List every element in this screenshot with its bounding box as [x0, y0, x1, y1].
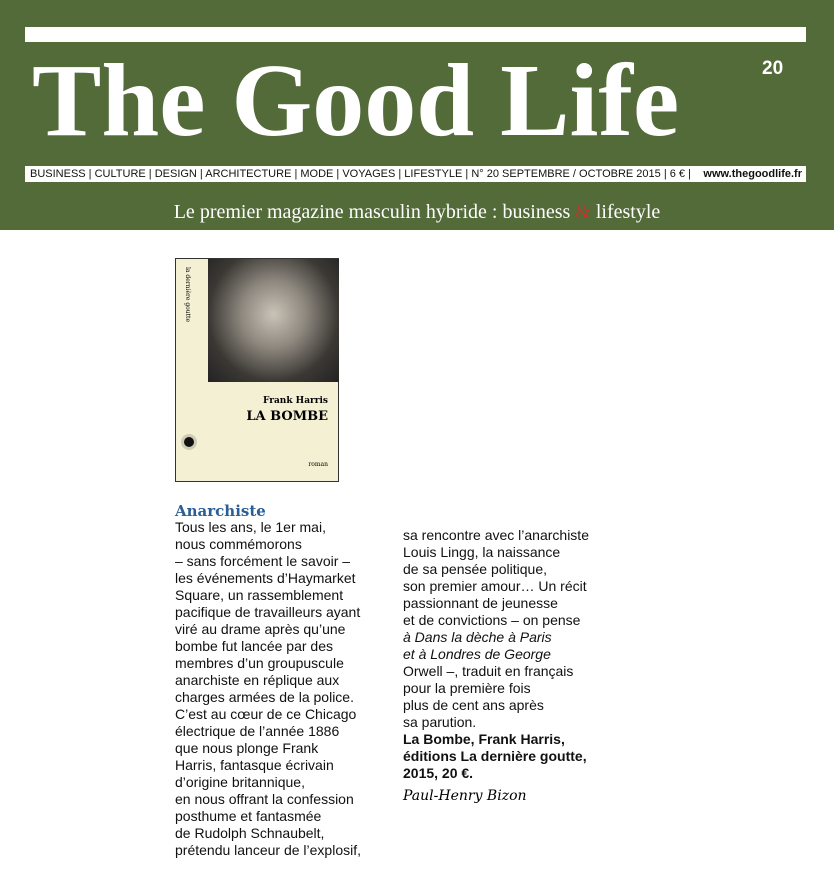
- article-line: que nous plonge Frank: [175, 740, 319, 756]
- article-line: son premier amour… Un récit: [403, 578, 587, 594]
- article-line: C’est au cœur de ce Chicago: [175, 706, 357, 722]
- article-column-2: [403, 527, 589, 782]
- article-line: les événements d’Haymarket: [175, 570, 356, 586]
- article-line: sa rencontre avec l’anarchiste: [403, 527, 589, 543]
- tagline-ampersand: &: [575, 201, 591, 223]
- cover-photo: [208, 259, 339, 382]
- magazine-title: The Good Life: [32, 43, 680, 158]
- book-reference: éditions La dernière goutte,: [403, 748, 587, 764]
- article-line: posthume et fantasmée: [175, 808, 322, 824]
- bomb-icon: [184, 437, 194, 447]
- article-line: sa parution.: [403, 714, 477, 730]
- nav-sections: BUSINESS | CULTURE | DESIGN | ARCHITECTURE | MODE | VOYAGES | LIFESTYLE | N° 20 SEPTEMBRE / OCTOBRE 2015 | 6 € |: [30, 168, 691, 180]
- article-line: plus de cent ans après: [403, 697, 544, 713]
- article-line: et à Londres de George: [403, 646, 551, 662]
- article-line: Tous les ans, le 1er mai,: [175, 519, 326, 535]
- book-cover: [175, 258, 339, 482]
- article-line: pacifique de travailleurs ayant: [175, 604, 361, 620]
- article-line: et de convictions – on pense: [403, 612, 581, 628]
- cover-author: Frank Harris: [262, 396, 328, 406]
- article-line: nous commémorons: [175, 536, 302, 552]
- article-line: membres d’un groupuscule: [175, 655, 344, 671]
- article-line: à Dans la dèche à Paris: [403, 629, 552, 645]
- article-line: passionnant de jeunesse: [403, 595, 558, 611]
- article-line: d’origine britannique,: [175, 774, 305, 790]
- article-line: de sa pensée politique,: [403, 561, 547, 577]
- issue-number: 20: [762, 58, 784, 79]
- article-line: Harris, fantasque écrivain: [175, 757, 334, 773]
- article-line: bombe fut lancée par des: [175, 638, 333, 654]
- article-line: – sans forcément le savoir –: [175, 553, 351, 569]
- tagline-text-end: lifestyle: [590, 201, 661, 223]
- article-signature: Paul-Henry Bizon: [403, 788, 527, 804]
- article-line: viré au drame après qu’une: [175, 621, 346, 637]
- article-heading: Anarchiste: [175, 502, 266, 520]
- tagline: [0, 201, 834, 224]
- cover-genre: roman: [308, 461, 328, 468]
- article-line: Orwell –, traduit en français: [403, 663, 574, 679]
- article-line: électrique de l’année 1886: [175, 723, 340, 739]
- masthead-bar: [25, 27, 806, 42]
- section-nav: [25, 166, 806, 182]
- publisher-label: la dernière goutte: [184, 267, 191, 323]
- book-reference: La Bombe, Frank Harris,: [403, 731, 565, 747]
- article-line: pour la première fois: [403, 680, 531, 696]
- article-line: de Rudolph Schnaubelt,: [175, 825, 325, 841]
- book-reference: 2015, 20 €.: [403, 765, 474, 781]
- article-line: en nous offrant la confession: [175, 791, 354, 807]
- article-line: Square, un rassemblement: [175, 587, 344, 603]
- tagline-text: Le premier magazine masculin hybride : business: [173, 201, 576, 223]
- website-link[interactable]: www.thegoodlife.fr: [699, 166, 802, 182]
- cover-title: LA BOMBE: [246, 409, 328, 424]
- article-line: anarchiste en réplique aux: [175, 672, 340, 688]
- article-line: charges armées de la police.: [175, 689, 354, 705]
- article-line: Louis Lingg, la naissance: [403, 544, 561, 560]
- article-line: prétendu lanceur de l’explosif,: [175, 842, 362, 858]
- article-column-1: [175, 519, 361, 859]
- masthead: [0, 0, 834, 230]
